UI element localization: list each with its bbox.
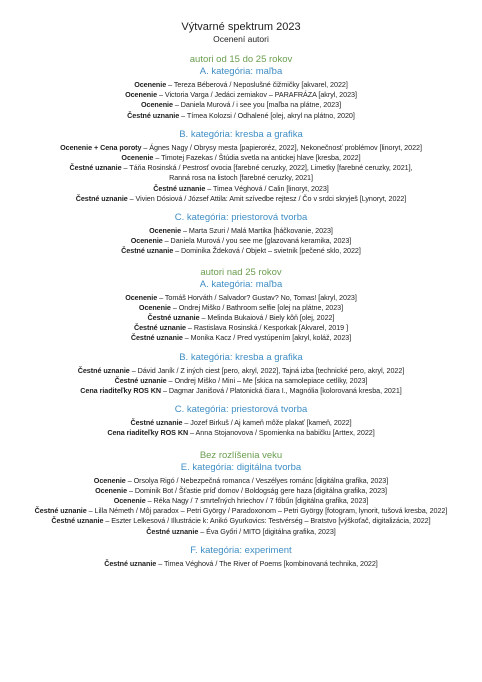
- award-entry: [0, 226, 482, 236]
- award-entry: [0, 90, 482, 100]
- award-entry: [0, 163, 482, 173]
- award-entry: [0, 527, 482, 537]
- award-sections: [0, 54, 482, 569]
- category-heading: F. kategória: experiment: [190, 544, 292, 556]
- section-heading: autori od 15 do 25 rokov: [189, 54, 293, 65]
- award-label: Ocenenie: [138, 302, 171, 312]
- award-label: Ocenenie: [130, 236, 163, 246]
- award-entry: [0, 386, 482, 396]
- award-detail: – Daniela Murová / you see me [glazovaná keramika, 2023]: [162, 236, 352, 246]
- award-entry: [0, 293, 482, 303]
- award-label: Čestné uznanie: [130, 333, 183, 343]
- award-entry: [0, 418, 482, 428]
- award-entry: [0, 313, 482, 323]
- award-entry: [0, 476, 482, 486]
- award-entry: [0, 303, 482, 313]
- award-detail: – Melinda Bukaiová / Biely kôň [olej, 2022]: [199, 313, 335, 323]
- award-entry: [0, 80, 482, 90]
- award-label: Čestné uznanie: [114, 375, 167, 385]
- award-detail: – Daniela Murová / i see you [maľba na plátne, 2023]: [172, 100, 342, 110]
- award-detail: – Réka Nagy / 7 smrteľných hriechov / 7 főbűn [digitálna grafika, 2023]: [145, 496, 369, 506]
- award-entry: [0, 100, 482, 110]
- category-heading: C. kategória: priestorová tvorba: [174, 212, 308, 224]
- award-label: Ocenenie: [125, 90, 158, 100]
- award-detail: – Tímea Kolozsi / Odhalené [olej, akryl na plátno, 2020]: [179, 110, 355, 120]
- award-detail: – Timotej Fazekas / Štúdia svetla na antickej hlave [kresba, 2022]: [153, 153, 361, 163]
- award-label: Ocenenie: [140, 100, 173, 110]
- award-label: Čestné uznanie: [69, 163, 122, 173]
- award-detail: – Dávid Janík / Z iných ciest [pero, akryl, 2022], Tajná izba [technické pero, akryl, 2022]: [129, 365, 405, 375]
- award-label: Čestné uznanie: [34, 506, 87, 516]
- award-detail: – Ágnes Nagy / Obrysy mesta [papieroréz, 2022], Nekonečnosť problémov [linoryt, 2022]: [141, 142, 422, 152]
- award-entry: [0, 366, 482, 376]
- award-detail: – Lilla Németh / Môj paradox – Petri György / Paradoxonom – Petri György [fotogram, lynorit, tušová kresba, 2022]: [86, 506, 448, 516]
- section-heading: autori nad 25 rokov: [200, 266, 282, 278]
- award-label: Cena riaditeľky ROS KN: [107, 428, 189, 438]
- category-heading: C. kategória: priestorová tvorba: [174, 404, 308, 416]
- award-entry: [0, 376, 482, 386]
- document-title: Výtvarné spektrum 2023: [181, 21, 301, 33]
- award-detail: Ranná rosa na listoch [farebné ceruzky, 2021]: [169, 173, 313, 183]
- document-subtitle: Ocenení autori: [213, 34, 269, 44]
- award-label: Cena riaditeľky ROS KN: [80, 386, 162, 396]
- award-label: Čestné uznanie: [75, 193, 128, 203]
- award-entry: [0, 506, 482, 516]
- award-label: Čestné uznanie: [147, 313, 200, 323]
- award-entry: [0, 323, 482, 333]
- award-label: Čestné uznanie: [121, 246, 174, 256]
- award-entry: [0, 153, 482, 163]
- award-label: Ocenenie: [125, 292, 158, 302]
- award-label: Ocenenie: [121, 153, 154, 163]
- award-entry: [0, 184, 482, 194]
- award-label: Ocenenie: [134, 80, 167, 89]
- award-label: Čestné uznanie: [130, 418, 183, 428]
- award-label: Ocenenie: [149, 226, 182, 236]
- award-entry: [0, 496, 482, 506]
- award-label: Ocenenie: [113, 496, 146, 506]
- award-label: Čestné uznanie: [146, 526, 199, 536]
- award-detail: – Marta Szuri / Malá Martika [háčkovanie, 2023]: [181, 226, 333, 236]
- award-detail: – Jozef Birkuš / Aj kameň môže plakať [kameň, 2022]: [182, 418, 352, 428]
- award-label: Čestné uznanie: [153, 183, 206, 193]
- award-detail: – Tereza Béberová / Neposlušné čižmičky [akvarel, 2022]: [166, 80, 348, 89]
- award-detail: – Ondrej Miško / Mini – Me [skica na samolepiace cetlíky, 2023]: [166, 375, 368, 385]
- award-detail: – Eszter Lelkesová / Illustrácie k: Anikó Gyurkovics: Testvérség – Bratstvo [výškoťač, digitalizácia, 2022]: [103, 516, 431, 526]
- category-heading: B. kategória: kresba a grafika: [179, 128, 303, 140]
- category-heading: A. kategória: maľba: [199, 278, 283, 290]
- award-label: Čestné uznanie: [77, 365, 130, 375]
- award-detail: – Monika Kacz / Pred vystúpením [akryl, koláž, 2023]: [182, 333, 352, 343]
- award-detail: – Rastislava Rosinská / Kesporkak [Akvarel, 2019 ]: [185, 323, 349, 333]
- section-heading: Bez rozlíšenia veku: [199, 449, 283, 461]
- award-label: Ocenenie: [93, 475, 126, 485]
- award-label: Čestné uznanie: [51, 516, 104, 526]
- award-entry: [0, 236, 482, 246]
- award-entry: [0, 194, 482, 204]
- award-detail: – Ondrej Miško / Bathroom selfie [olej na plátne, 2023]: [170, 302, 344, 312]
- award-detail: – Éva Győri / MITO [digitálna grafika, 2023]: [198, 526, 336, 536]
- award-label: Ocenenie + Cena poroty: [60, 142, 142, 152]
- award-entry: [0, 486, 482, 496]
- award-label: Ocenenie: [95, 485, 128, 495]
- award-detail: – Orsolya Rigó / Nebezpečná romanca / Veszélyes románc [digitálna grafika, 2023]: [125, 475, 389, 485]
- award-detail: – Anna Stojanovova / Spomienka na babičku [Arttex, 2022]: [188, 428, 375, 438]
- award-detail: – Dominik Bot / Šťastie príď domov / Boldogság gere haza [digitálna grafika, 2023]: [127, 485, 387, 495]
- award-label: Čestné uznanie: [127, 110, 180, 120]
- award-detail: – Victoria Varga / Jedáci zemiakov – PARAFRÁZA [akryl, 2023]: [157, 90, 357, 100]
- award-label: Čestné uznanie: [104, 558, 157, 568]
- category-heading: B. kategória: kresba a grafika: [179, 351, 303, 363]
- award-entry: [0, 333, 482, 343]
- award-entry: [0, 173, 482, 183]
- category-heading: E. kategória: digitálna tvorba: [180, 461, 302, 473]
- award-entry: [0, 428, 482, 438]
- award-entry: [0, 559, 482, 569]
- award-entry: [0, 516, 482, 526]
- award-detail: – Tomáš Horváth / Salvador? Gustav? No, Tomas! [akryl, 2023]: [157, 292, 357, 302]
- award-detail: – Dominika Ždeková / Objekt – svietnik [pečené sklo, 2022]: [173, 246, 361, 256]
- award-entry: [0, 111, 482, 121]
- award-detail: – Vivien Dósiová / József Attila: Amit szívedbe rejtesz / Čo v srdci skryješ [Lynoryt, 2022]: [127, 193, 407, 203]
- category-heading: A. kategória: maľba: [199, 66, 283, 77]
- award-entry: [0, 246, 482, 256]
- award-label: Čestné uznanie: [133, 323, 186, 333]
- award-detail: – Timea Véghová / The River of Poems [kombinovaná technika, 2022]: [156, 558, 378, 568]
- award-detail: – Táňa Rosinská / Pestrosť ovocia [farebné ceruzky, 2022], Limetky [farebné ceruzky, 2021],: [121, 163, 413, 173]
- award-detail: – Timea Véghová / Calin [linoryt, 2023]: [205, 183, 329, 193]
- award-entry: [0, 143, 482, 153]
- award-detail: – Dagmar Janišová / Platonická čiara I., Magnólia [kolorovaná kresba, 2021]: [161, 386, 402, 396]
